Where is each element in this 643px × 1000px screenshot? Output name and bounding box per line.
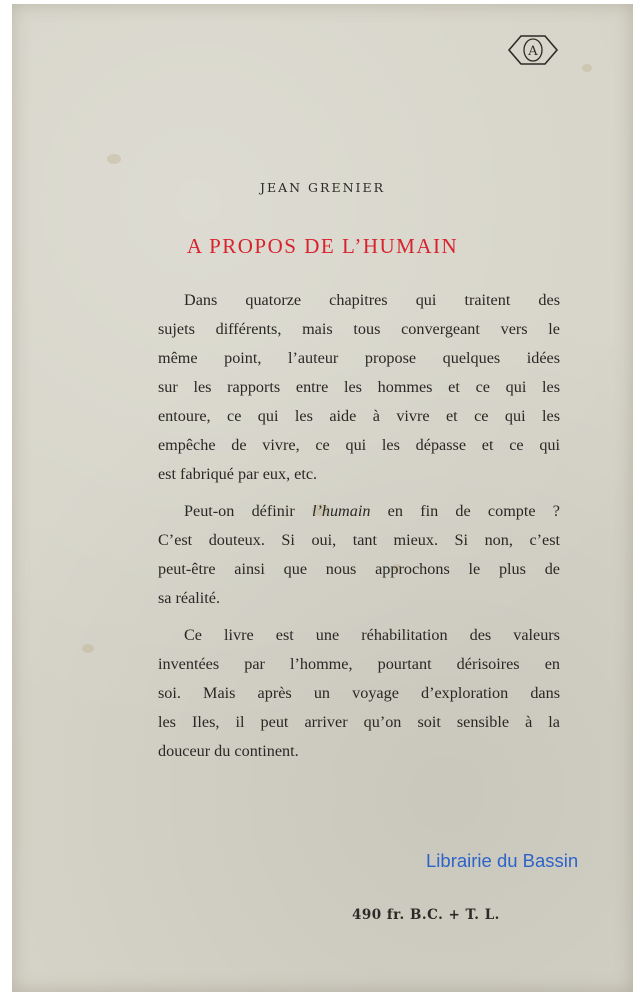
text-line: C’est douteux. Si oui, tant mieux. Si non, c’est: [158, 531, 560, 549]
text-line: peut-être ainsi que nous approchons le plus de: [158, 560, 560, 578]
text-line: les Iles, il peut arriver qu’on soit sensible à la: [158, 713, 560, 731]
text-line: empêche de vivre, ce qui les dépasse et ce qui: [158, 436, 560, 454]
publisher-logo-icon: [507, 34, 559, 66]
text-line: douceur du continent.: [158, 742, 299, 760]
text-line: sa réalité.: [158, 589, 221, 607]
foxing-spot: [107, 154, 121, 164]
text-line: soi. Mais après un voyage d’exploration dans: [158, 684, 560, 702]
text-line: sur les rapports entre les hommes et ce qui les: [158, 378, 560, 396]
italic-term: l’humain: [311, 502, 371, 520]
text-line: même point, l’auteur propose quelques idées: [158, 349, 560, 367]
blurb-text: [158, 286, 560, 774]
foxing-spot: [582, 64, 592, 72]
author-name: JEAN GRENIER: [259, 180, 385, 195]
text-line: inventées par l’homme, pourtant dérisoires en: [158, 655, 560, 673]
text-segment: en fin de compte ?: [370, 502, 560, 520]
seller-watermark: Librairie du Bassin: [426, 850, 579, 871]
blurb-paragraph-2: [158, 497, 560, 613]
foxing-spot: [82, 644, 94, 653]
text-line: [158, 497, 560, 526]
text-line: entoure, ce qui les aide à vivre et ce qui les: [158, 407, 560, 425]
text-line: Dans quatorze chapitres qui traitent des: [184, 291, 560, 309]
book-title: A PROPOS DE L’HUMAIN: [186, 234, 459, 258]
price-label: 490 fr. B.C. + T. L.: [352, 907, 500, 923]
text-line: sujets différents, mais tous convergeant vers le: [158, 320, 560, 338]
blurb-paragraph-1: [158, 286, 560, 489]
book-back-cover: [12, 4, 633, 992]
text-segment: Peut-on définir: [184, 502, 312, 520]
publisher-logo-letter: A: [528, 44, 538, 59]
blurb-paragraph-3: [158, 621, 560, 766]
text-line: Ce livre est une réhabilitation des valeurs: [184, 626, 560, 644]
text-line: est fabriqué par eux, etc.: [158, 465, 318, 483]
